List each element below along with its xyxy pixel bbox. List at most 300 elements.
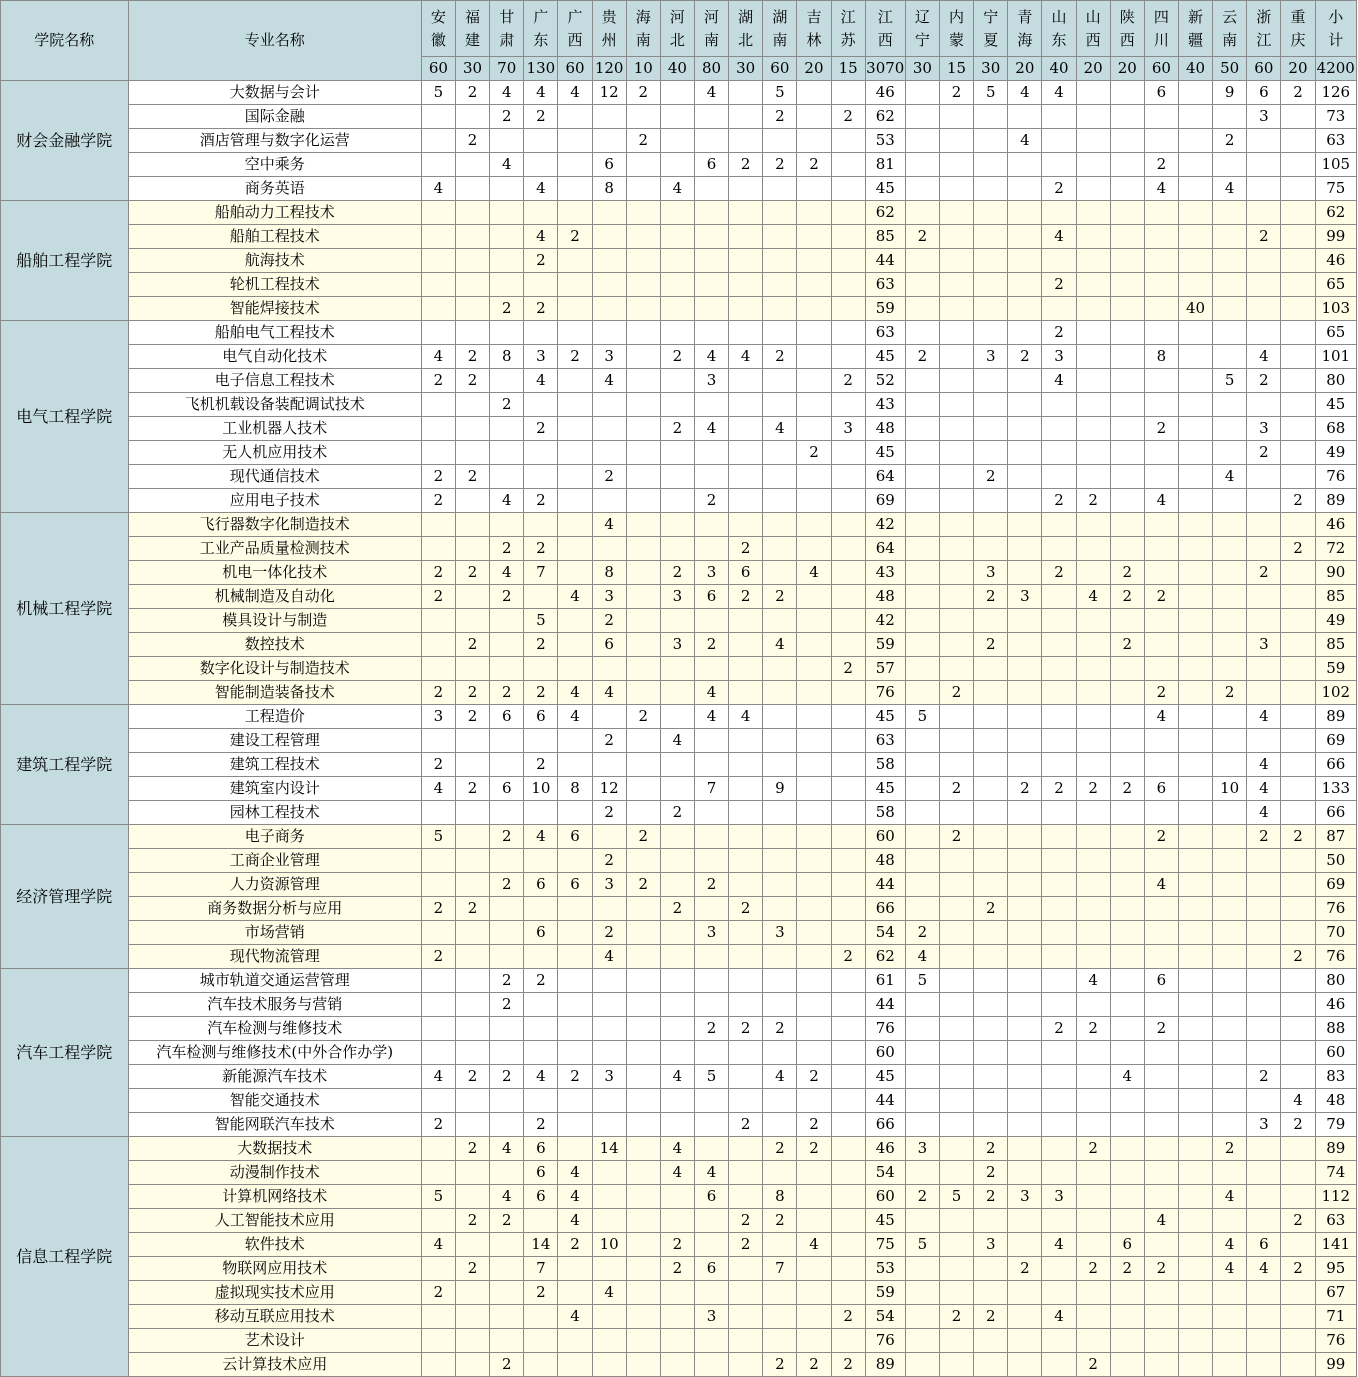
table-row: [1, 321, 1357, 345]
quota-value-cell: 3: [660, 585, 694, 609]
quota-value-cell: 2: [490, 585, 524, 609]
quota-value-cell: [524, 321, 558, 345]
quota-value-cell: 2: [660, 1233, 694, 1257]
quota-value-cell: [1247, 585, 1281, 609]
quota-value-cell: [729, 873, 763, 897]
quota-value-cell: [1178, 969, 1212, 993]
quota-value-cell: [1281, 249, 1315, 273]
quota-value-cell: 2: [524, 297, 558, 321]
quota-value-cell: [1110, 1161, 1144, 1185]
quota-cell: 20: [1076, 57, 1110, 81]
quota-value-cell: 2: [1213, 129, 1247, 153]
major-name: 艺术设计: [128, 1329, 421, 1353]
province-header-row: [1, 1, 1357, 57]
province-header: [974, 1, 1008, 57]
quota-value-cell: [524, 153, 558, 177]
quota-value-cell: 2: [763, 1017, 797, 1041]
quota-value-cell: [729, 1041, 763, 1065]
quota-value-cell: [940, 1065, 974, 1089]
quota-value-cell: [763, 441, 797, 465]
quota-value-cell: 2: [421, 1281, 455, 1305]
quota-value-cell: 2: [694, 873, 728, 897]
quota-value-cell: [1178, 1233, 1212, 1257]
subtotal-cell: 65: [1315, 321, 1356, 345]
quota-value-cell: [763, 945, 797, 969]
quota-value-cell: 2: [729, 1113, 763, 1137]
quota-value-cell: [1213, 1209, 1247, 1233]
quota-value-cell: [1178, 1161, 1212, 1185]
quota-value-cell: [694, 897, 728, 921]
major-name: 国际金融: [128, 105, 421, 129]
quota-value-cell: [974, 609, 1008, 633]
quota-value-cell: 2: [524, 633, 558, 657]
quota-value-cell: [940, 921, 974, 945]
quota-value-cell: [456, 1185, 490, 1209]
quota-value-cell: [1144, 1353, 1178, 1377]
quota-value-cell: [626, 633, 660, 657]
quota-value-cell: [1008, 1089, 1042, 1113]
quota-value-cell: [1178, 537, 1212, 561]
quota-value-cell: 4: [763, 1065, 797, 1089]
quota-value-cell: [694, 825, 728, 849]
quota-value-cell: [797, 1041, 831, 1065]
province-name: 重庆: [1290, 7, 1306, 49]
quota-value-cell: 2: [421, 561, 455, 585]
quota-value-cell: [694, 249, 728, 273]
quota-value-cell: [763, 705, 797, 729]
quota-value-cell: [660, 225, 694, 249]
quota-value-cell: [1042, 801, 1076, 825]
quota-value-cell: [974, 705, 1008, 729]
quota-value-cell: 4: [592, 681, 626, 705]
quota-value-cell: [1110, 321, 1144, 345]
quota-value-cell: [421, 1137, 455, 1161]
table-row: [1, 921, 1357, 945]
quota-value-cell: [1110, 513, 1144, 537]
quota-value-cell: [763, 513, 797, 537]
quota-value-cell: [626, 537, 660, 561]
major-name: 智能焊接技术: [128, 297, 421, 321]
quota-value-cell: 4: [592, 513, 626, 537]
quota-value-cell: [1144, 1137, 1178, 1161]
quota-value-cell: [1213, 513, 1247, 537]
quota-value-cell: [1042, 129, 1076, 153]
quota-value-cell: [1076, 321, 1110, 345]
subtotal-cell: 126: [1315, 81, 1356, 105]
subtotal-cell: 80: [1315, 369, 1356, 393]
quota-value-cell: [660, 249, 694, 273]
province-header: [797, 1, 831, 57]
quota-value-cell: [1008, 177, 1042, 201]
quota-value-cell: [524, 801, 558, 825]
quota-value-cell: [660, 537, 694, 561]
quota-value-cell: [524, 129, 558, 153]
quota-value-cell: 4: [694, 681, 728, 705]
quota-value-cell: [1042, 417, 1076, 441]
quota-value-cell: 2: [660, 345, 694, 369]
quota-value-cell: [1213, 561, 1247, 585]
quota-value-cell: [592, 1185, 626, 1209]
quota-value-cell: [626, 1305, 660, 1329]
table-row: [1, 993, 1357, 1017]
quota-value-cell: [831, 777, 865, 801]
quota-value-cell: 6: [558, 873, 592, 897]
major-name: 人力资源管理: [128, 873, 421, 897]
quota-value-cell: [1076, 153, 1110, 177]
province-header: [1281, 1, 1315, 57]
quota-value-cell: [660, 273, 694, 297]
quota-value-cell: [905, 753, 939, 777]
quota-value-cell: [1110, 657, 1144, 681]
quota-value-cell: 3: [421, 705, 455, 729]
quota-value-cell: [626, 369, 660, 393]
quota-value-cell: [1008, 273, 1042, 297]
quota-value-cell: 2: [456, 705, 490, 729]
quota-value-cell: [1247, 1089, 1281, 1113]
subtotal-cell: 66: [1315, 801, 1356, 825]
quota-value-cell: [974, 1113, 1008, 1137]
quota-value-cell: [1281, 321, 1315, 345]
quota-value-cell: 54: [865, 1161, 905, 1185]
quota-value-cell: [1213, 417, 1247, 441]
subtotal-cell: 102: [1315, 681, 1356, 705]
quota-value-cell: 53: [865, 1257, 905, 1281]
province-header: [456, 1, 490, 57]
major-name: 园林工程技术: [128, 801, 421, 825]
quota-value-cell: [763, 657, 797, 681]
quota-value-cell: [626, 1209, 660, 1233]
quota-value-cell: [524, 1305, 558, 1329]
quota-value-cell: [1281, 105, 1315, 129]
quota-value-cell: 81: [865, 153, 905, 177]
quota-value-cell: [1144, 537, 1178, 561]
quota-value-cell: [1042, 1137, 1076, 1161]
quota-value-cell: 2: [524, 1281, 558, 1305]
quota-value-cell: [1281, 393, 1315, 417]
quota-value-cell: [729, 1137, 763, 1161]
major-name: 现代通信技术: [128, 465, 421, 489]
quota-value-cell: [905, 417, 939, 441]
quota-value-cell: [592, 1353, 626, 1377]
quota-value-cell: [660, 1113, 694, 1137]
quota-value-cell: [660, 1185, 694, 1209]
quota-value-cell: [456, 1089, 490, 1113]
quota-value-cell: [1110, 897, 1144, 921]
quota-value-cell: 4: [1042, 1233, 1076, 1257]
quota-value-cell: [1178, 201, 1212, 225]
quota-value-cell: [905, 825, 939, 849]
quota-value-cell: 4: [490, 153, 524, 177]
quota-value-cell: 2: [974, 897, 1008, 921]
quota-value-cell: [1110, 345, 1144, 369]
quota-value-cell: [1178, 81, 1212, 105]
quota-value-cell: [797, 849, 831, 873]
quota-value-cell: [974, 129, 1008, 153]
quota-value-cell: [1213, 729, 1247, 753]
quota-value-cell: [1008, 1041, 1042, 1065]
quota-value-cell: [456, 585, 490, 609]
quota-value-cell: [694, 465, 728, 489]
quota-cell: 30: [905, 57, 939, 81]
quota-value-cell: 85: [865, 225, 905, 249]
quota-value-cell: [626, 1113, 660, 1137]
quota-value-cell: 2: [490, 993, 524, 1017]
quota-value-cell: 9: [1213, 81, 1247, 105]
province-header: [865, 1, 905, 57]
college-column-header: 学院名称: [1, 1, 129, 81]
major-name: 飞行器数字化制造技术: [128, 513, 421, 537]
quota-value-cell: 12: [592, 777, 626, 801]
quota-value-cell: [763, 369, 797, 393]
quota-value-cell: [456, 1041, 490, 1065]
subtotal-cell: 45: [1315, 393, 1356, 417]
quota-value-cell: [940, 1281, 974, 1305]
quota-value-cell: [763, 1329, 797, 1353]
quota-value-cell: 46: [865, 1137, 905, 1161]
quota-value-cell: [905, 849, 939, 873]
subtotal-cell: 99: [1315, 1353, 1356, 1377]
quota-value-cell: [421, 729, 455, 753]
quota-value-cell: [1178, 753, 1212, 777]
quota-value-cell: [456, 153, 490, 177]
quota-value-cell: [797, 201, 831, 225]
quota-value-cell: [660, 993, 694, 1017]
quota-value-cell: [974, 369, 1008, 393]
quota-value-cell: [694, 297, 728, 321]
quota-value-cell: [831, 81, 865, 105]
quota-value-cell: [940, 369, 974, 393]
quota-value-cell: [1008, 1353, 1042, 1377]
quota-value-cell: [421, 609, 455, 633]
province-header: [1144, 1, 1178, 57]
quota-value-cell: 2: [694, 633, 728, 657]
quota-value-cell: [905, 1161, 939, 1185]
quota-value-cell: [729, 177, 763, 201]
major-name: 商务数据分析与应用: [128, 897, 421, 921]
quota-value-cell: 58: [865, 753, 905, 777]
province-name: 河北: [669, 7, 685, 49]
quota-value-cell: [1042, 633, 1076, 657]
quota-value-cell: 4: [490, 489, 524, 513]
quota-value-cell: 4: [1042, 225, 1076, 249]
quota-value-cell: 2: [1042, 777, 1076, 801]
quota-value-cell: [490, 249, 524, 273]
quota-value-cell: [1008, 969, 1042, 993]
table-row: [1, 417, 1357, 441]
quota-value-cell: [1076, 1185, 1110, 1209]
college-name: 建筑工程学院: [1, 705, 129, 825]
quota-value-cell: 48: [865, 849, 905, 873]
quota-value-cell: 46: [865, 81, 905, 105]
quota-value-cell: [763, 1305, 797, 1329]
college-name: 经济管理学院: [1, 825, 129, 969]
province-name: 山西: [1085, 7, 1101, 49]
quota-value-cell: [1008, 849, 1042, 873]
quota-value-cell: [797, 825, 831, 849]
quota-value-cell: [1110, 297, 1144, 321]
quota-value-cell: [490, 1329, 524, 1353]
quota-value-cell: 2: [490, 537, 524, 561]
quota-value-cell: [729, 369, 763, 393]
quota-value-cell: 4: [1281, 1089, 1315, 1113]
quota-value-cell: [905, 1089, 939, 1113]
quota-value-cell: [1076, 705, 1110, 729]
quota-value-cell: [1281, 681, 1315, 705]
quota-value-cell: 4: [490, 1185, 524, 1209]
quota-value-cell: [1144, 273, 1178, 297]
quota-value-cell: 4: [1247, 345, 1281, 369]
table-row: [1, 81, 1357, 105]
quota-value-cell: [831, 825, 865, 849]
quota-value-cell: 3: [1247, 633, 1281, 657]
quota-value-cell: [558, 1041, 592, 1065]
quota-value-cell: [660, 705, 694, 729]
table-row: [1, 345, 1357, 369]
quota-value-cell: [940, 1329, 974, 1353]
quota-value-cell: [1178, 345, 1212, 369]
quota-value-cell: [1144, 105, 1178, 129]
major-name: 工业机器人技术: [128, 417, 421, 441]
quota-value-cell: [1281, 1041, 1315, 1065]
quota-value-cell: [797, 129, 831, 153]
quota-value-cell: 2: [797, 1065, 831, 1089]
quota-value-cell: [729, 105, 763, 129]
quota-value-cell: [1213, 393, 1247, 417]
quota-value-cell: [456, 1017, 490, 1041]
quota-value-cell: [456, 945, 490, 969]
college-name: 电气工程学院: [1, 321, 129, 513]
quota-value-cell: [421, 201, 455, 225]
quota-value-cell: [729, 513, 763, 537]
quota-value-cell: [729, 417, 763, 441]
quota-value-cell: 2: [831, 1353, 865, 1377]
quota-value-cell: [660, 921, 694, 945]
quota-value-cell: 4: [524, 177, 558, 201]
quota-value-cell: [1247, 969, 1281, 993]
quota-value-cell: 3: [694, 561, 728, 585]
quota-value-cell: [1008, 393, 1042, 417]
quota-value-cell: [1178, 849, 1212, 873]
quota-value-cell: [626, 513, 660, 537]
quota-value-cell: 2: [797, 441, 831, 465]
quota-value-cell: [626, 1017, 660, 1041]
quota-value-cell: [905, 801, 939, 825]
table-row: [1, 1065, 1357, 1089]
quota-value-cell: 2: [592, 801, 626, 825]
quota-value-cell: [1247, 681, 1281, 705]
quota-value-cell: [729, 297, 763, 321]
quota-value-cell: 4: [524, 825, 558, 849]
quota-value-cell: [626, 321, 660, 345]
quota-value-cell: [524, 993, 558, 1017]
quota-cell: 120: [592, 57, 626, 81]
province-name: 内蒙: [949, 7, 965, 49]
table-row: [1, 897, 1357, 921]
quota-value-cell: 4: [1144, 873, 1178, 897]
quota-value-cell: [1008, 633, 1042, 657]
quota-value-cell: [1144, 369, 1178, 393]
quota-value-cell: [660, 369, 694, 393]
province-header: [660, 1, 694, 57]
quota-value-cell: 4: [1247, 705, 1281, 729]
quota-value-cell: [421, 657, 455, 681]
quota-value-cell: 14: [524, 1233, 558, 1257]
quota-value-cell: [1281, 705, 1315, 729]
quota-value-cell: [729, 1089, 763, 1113]
quota-value-cell: 4: [421, 777, 455, 801]
quota-value-cell: 4: [1213, 177, 1247, 201]
quota-value-cell: 8: [592, 561, 626, 585]
quota-value-cell: [490, 801, 524, 825]
table-row: [1, 1161, 1357, 1185]
quota-value-cell: [626, 969, 660, 993]
quota-value-cell: [490, 465, 524, 489]
table-row: [1, 633, 1357, 657]
quota-value-cell: 2: [694, 1017, 728, 1041]
quota-value-cell: 44: [865, 249, 905, 273]
quota-value-cell: [490, 945, 524, 969]
quota-value-cell: [940, 249, 974, 273]
quota-value-cell: 3: [763, 921, 797, 945]
quota-value-cell: 4: [660, 177, 694, 201]
quota-value-cell: [694, 1041, 728, 1065]
quota-value-cell: [797, 633, 831, 657]
quota-value-cell: 2: [1144, 417, 1178, 441]
quota-value-cell: [1178, 369, 1212, 393]
quota-value-cell: 3: [1247, 417, 1281, 441]
major-name: 建筑室内设计: [128, 777, 421, 801]
quota-value-cell: 4: [524, 81, 558, 105]
quota-value-cell: [1110, 1305, 1144, 1329]
quota-value-cell: [1281, 969, 1315, 993]
subtotal-cell: 59: [1315, 657, 1356, 681]
quota-value-cell: 54: [865, 1305, 905, 1329]
quota-value-cell: [729, 201, 763, 225]
quota-value-cell: [763, 873, 797, 897]
quota-value-cell: [1213, 873, 1247, 897]
quota-value-cell: [1042, 1041, 1076, 1065]
quota-value-cell: [524, 393, 558, 417]
quota-value-cell: [1247, 873, 1281, 897]
quota-value-cell: [524, 897, 558, 921]
quota-value-cell: [660, 609, 694, 633]
major-name: 酒店管理与数字化运营: [128, 129, 421, 153]
quota-value-cell: [694, 801, 728, 825]
quota-value-cell: [1281, 993, 1315, 1017]
table-row: [1, 153, 1357, 177]
quota-value-cell: [763, 201, 797, 225]
quota-value-cell: 4: [1042, 1305, 1076, 1329]
quota-value-cell: [1110, 225, 1144, 249]
province-name: 山东: [1051, 7, 1067, 49]
quota-value-cell: 5: [905, 1233, 939, 1257]
quota-value-cell: [421, 993, 455, 1017]
subtotal-cell: 89: [1315, 1137, 1356, 1161]
quota-value-cell: [1281, 417, 1315, 441]
quota-value-cell: [831, 681, 865, 705]
quota-value-cell: [490, 417, 524, 441]
subtotal-cell: 48: [1315, 1089, 1356, 1113]
province-name: 宁夏: [983, 7, 999, 49]
quota-value-cell: [974, 657, 1008, 681]
quota-cell: 40: [1178, 57, 1212, 81]
quota-value-cell: [1042, 1329, 1076, 1353]
quota-value-cell: [626, 225, 660, 249]
quota-value-cell: [1281, 633, 1315, 657]
quota-value-cell: 3: [592, 585, 626, 609]
quota-value-cell: [490, 441, 524, 465]
table-row: [1, 465, 1357, 489]
